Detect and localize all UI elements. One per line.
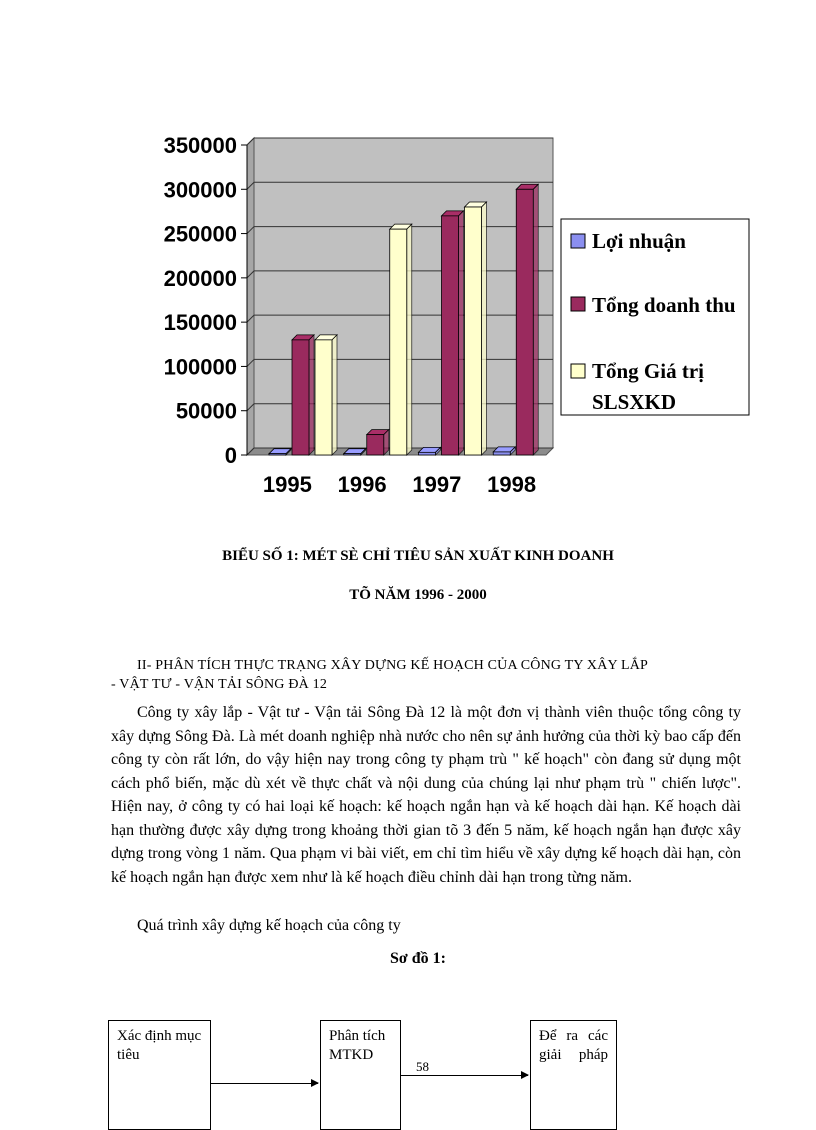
x-tick-label: 1996 bbox=[337, 472, 387, 497]
diagram-box-solutions: Để ra các giải pháp bbox=[530, 1020, 617, 1130]
legend-label: Lợi nhuận bbox=[592, 229, 686, 253]
bar bbox=[269, 454, 286, 455]
y-tick-label: 350000 bbox=[163, 133, 237, 158]
bar bbox=[493, 452, 510, 455]
bar bbox=[292, 340, 309, 455]
bar-side bbox=[533, 184, 538, 455]
bar bbox=[367, 435, 384, 455]
y-tick-label: 50000 bbox=[175, 398, 237, 424]
bar-side bbox=[459, 211, 464, 455]
y-tick-label: 100000 bbox=[163, 354, 237, 380]
y-tick-label: 0 bbox=[224, 443, 237, 468]
x-tick-label: 1995 bbox=[262, 472, 312, 497]
bar-side bbox=[332, 335, 337, 455]
legend-label: Tổng Giá trị bbox=[592, 359, 705, 383]
section-title-line2: - VẬT TƯ - VẬN TẢI SÔNG ĐÀ 12 bbox=[111, 677, 328, 692]
legend-label: SLSXKD bbox=[592, 390, 677, 414]
bar-chart bbox=[0, 0, 816, 510]
legend-swatch bbox=[571, 297, 585, 311]
legend-swatch bbox=[571, 234, 585, 248]
bar-side bbox=[407, 224, 412, 455]
diagram-arrow-2 bbox=[401, 1075, 528, 1076]
bar bbox=[465, 207, 482, 455]
body-paragraph-text: Công ty xây lắp - Vật tư - Vận tải Sông Đà 12 là một đơn vị thành viên thuộc tổng công ty xây dựng Sông Đà. Là mét doanh nghiệp nhà nước cho nên sự ảnh hưởng của thời kỳ bao cấp đến công ty còn rất lớn, do vậy hiện nay trong công ty phạm trù " kế hoạch" còn đang sử dụng một cách phổ biến, mặc dù xét về thực chất và nội dung của chúng lại như phạm trù " chiến lược". Hiện nay, ở công ty có hai loại kế hoạch: kế hoạch ngắn hạn và kế hoạch dài hạn. Kế hoạch dài hạn thường được xây dựng trong khoảng thời gian tõ 3 đến 5 năm, kế hoạch ngắn hạn được xây dựng trong vòng 1 năm. Qua phạm vi bài viết, em chỉ tìm hiểu về xây dựng kế hoạch dài hạn, còn kế hoạch ngắn hạn được xem như là kế hoạch điều chỉnh dài hạn trong từng năm. bbox=[111, 704, 741, 886]
diagram-title: Sơ đồ 1: bbox=[390, 950, 446, 967]
bar bbox=[344, 454, 361, 455]
legend-swatch bbox=[571, 364, 585, 378]
bar bbox=[390, 229, 407, 455]
section-title-line1: II- PHÂN TÍCH THỰC TRẠNG XÂY DỰNG KẾ HOẠCH CỦA CÔNG TY XÂY LẮP bbox=[137, 658, 649, 673]
page-number: 58 bbox=[416, 1059, 429, 1074]
x-tick-label: 1997 bbox=[412, 472, 462, 497]
legend bbox=[561, 219, 749, 415]
diagram-arrow-1 bbox=[211, 1083, 318, 1084]
chart-caption-line2: TÕ NĂM 1996 - 2000 bbox=[349, 587, 487, 603]
y-tick-label: 300000 bbox=[163, 177, 237, 203]
y-tick-label: 200000 bbox=[163, 265, 237, 291]
legend-label: Tổng doanh thu bbox=[592, 293, 736, 317]
bar-side bbox=[309, 335, 314, 455]
diagram-box-define-goals: Xác định mục tiêu bbox=[108, 1020, 211, 1130]
bar bbox=[315, 340, 332, 455]
x-tick-label: 1998 bbox=[487, 472, 537, 497]
body-paragraph bbox=[111, 701, 741, 889]
y-tick-label: 250000 bbox=[163, 221, 237, 247]
x-axis-ticks bbox=[263, 472, 536, 497]
bar bbox=[419, 452, 436, 455]
chart-caption-line1: BIỂU SỐ 1: MÉT SÈ CHỈ TIÊU SẢN XUẤT KINH DOANH bbox=[222, 548, 614, 564]
y-tick-label: 150000 bbox=[163, 310, 237, 336]
y-axis-ticks bbox=[164, 133, 237, 468]
bar-side bbox=[482, 202, 487, 455]
bar bbox=[516, 189, 533, 455]
process-line: Quá trình xây dựng kế hoạch của công ty bbox=[137, 917, 401, 934]
bar-side bbox=[384, 430, 389, 455]
diagram-box-analysis: Phân tích MTKD bbox=[320, 1020, 401, 1130]
bar bbox=[442, 216, 459, 455]
